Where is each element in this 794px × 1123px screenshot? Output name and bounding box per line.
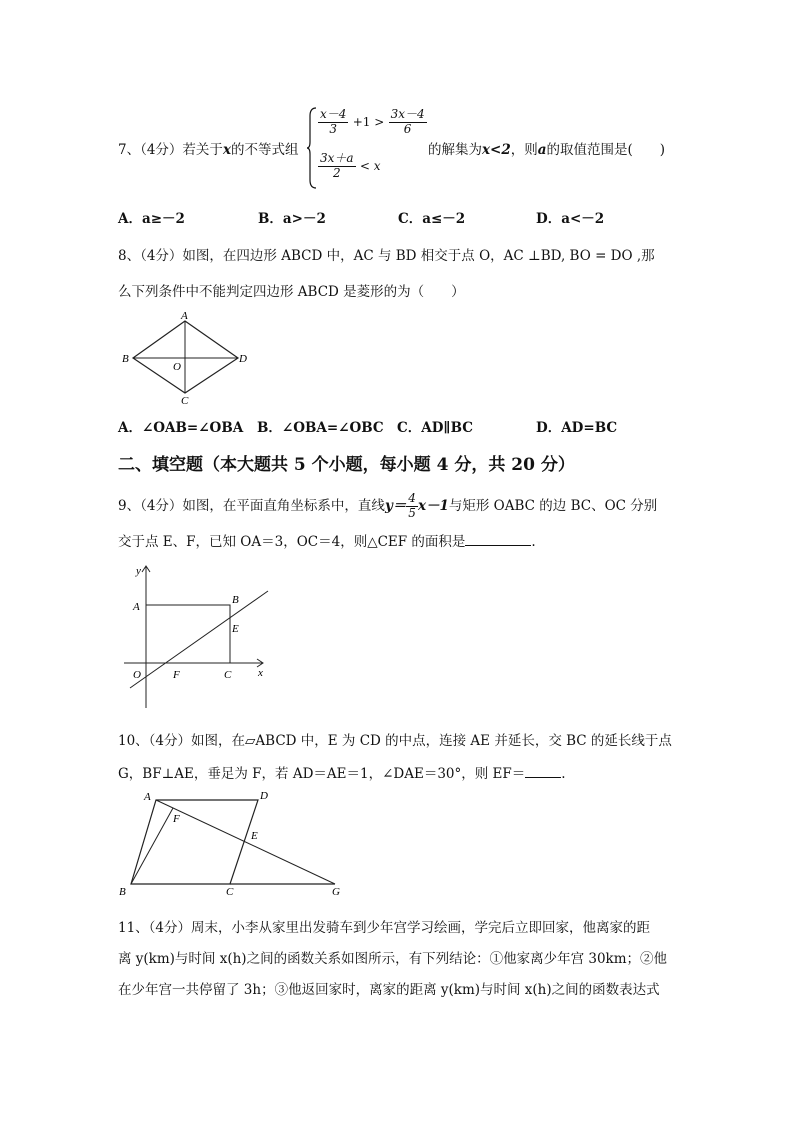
q7-inequality-2: $\frac{3x+a}{2}$ < x [320,151,381,180]
q10-parallelogram-figure [118,786,358,900]
line-graph [130,591,268,688]
q8-rhombus-figure [118,306,258,406]
parallelogram-abcd [131,800,258,884]
answer-blank[interactable] [465,532,531,547]
system-brace [306,106,318,190]
label-e: E [251,830,258,842]
q7-stem-suffix: 的解集为x<2，则a的取值范围是( ) [428,142,666,158]
label-f: F [173,669,180,681]
label-x: x [258,667,263,679]
q8-stem-line2: 么下列条件中不能判定四边形 ABCD 是菱形的为（ ） [118,284,465,300]
label-a: A [144,791,151,803]
label-g: G [332,886,340,898]
label-c: C [226,886,234,898]
segment-bf [131,808,173,884]
q7-inequality-1: $\frac{x-4}{3}$ +1 > $\frac{3x-4}{6}$ [320,107,425,136]
q9-coordinate-figure [118,560,278,710]
q10-stem-line2: G，BF⊥AE，垂足为 F，若 AD＝AE＝1，∠DAE＝30°，则 EF＝ . [118,762,566,782]
q8-option-d[interactable]: D．AD=BC [536,420,618,436]
q7-option-a[interactable]: A．a≥－2 [118,211,185,227]
segment-ag [156,800,335,884]
label-e: E [232,623,239,635]
q7-option-b[interactable]: B．a>－2 [258,211,326,227]
q11-stem-line2: 离 y(km)与时间 x(h)之间的函数关系如图所示，有下列结论：①他家离少年宫 30km；②他 [118,951,668,967]
q11-stem-line3: 在少年宫一共停留了 3h；③他返回家时，离家的距离 y(km)与时间 x(h)之间的函数表达式 [118,982,660,998]
q7-option-d[interactable]: D．a<－2 [536,211,605,227]
section-heading: 二、填空题（本大题共 5 个小题，每小题 4 分，共 20 分） [118,455,575,475]
label-d: D [239,353,247,365]
label-a: A [133,601,140,613]
q10-stem-line1: 10、（4分）如图，在▱ABCD 中，E 为 CD 的中点，连接 AE 并延长，交 BC 的延长线于点 [118,733,672,749]
label-c: C [224,669,232,681]
answer-blank[interactable] [525,764,561,779]
label-o: O [173,361,181,373]
q8-option-a[interactable]: A．∠OAB=∠OBA [118,420,244,436]
q7-stem-prefix: 7、（4分）若关于x的不等式组 [118,142,299,158]
rectangle-oabc [146,605,230,663]
label-b: B [119,886,126,898]
q8-option-b[interactable]: B．∠OBA=∠OBC [257,420,384,436]
label-b: B [232,594,239,606]
label-a: A [181,310,188,322]
label-c: C [181,395,189,406]
q8-stem-line1: 8、（4分）如图，在四边形 ABCD 中，AC 与 BD 相交于点 O，AC ⊥BD, BO = DO ,那 [118,248,655,264]
q9-stem-line2: 交于点 E、F，已知 OA＝3，OC＝4，则△CEF 的面积是 . [118,530,536,550]
q11-stem-line1: 11、（4分）周末，小李从家里出发骑车到少年宫学习绘画，学完后立即回家，他离家的距 [118,920,651,936]
label-o: O [133,669,141,681]
q7-option-c[interactable]: C．a≤－2 [398,211,466,227]
label-f: F [173,813,180,825]
label-y: y [136,565,141,577]
q8-option-c[interactable]: C．AD∥BC [397,420,473,436]
q9-stem-line1: 9、（4分）如图，在平面直角坐标系中，直线y＝ $\frac{4}{5}$ x－1与矩形 OABC 的边 BC、OC 分别 [118,491,658,520]
label-b: B [122,353,129,365]
label-d: D [260,790,268,802]
